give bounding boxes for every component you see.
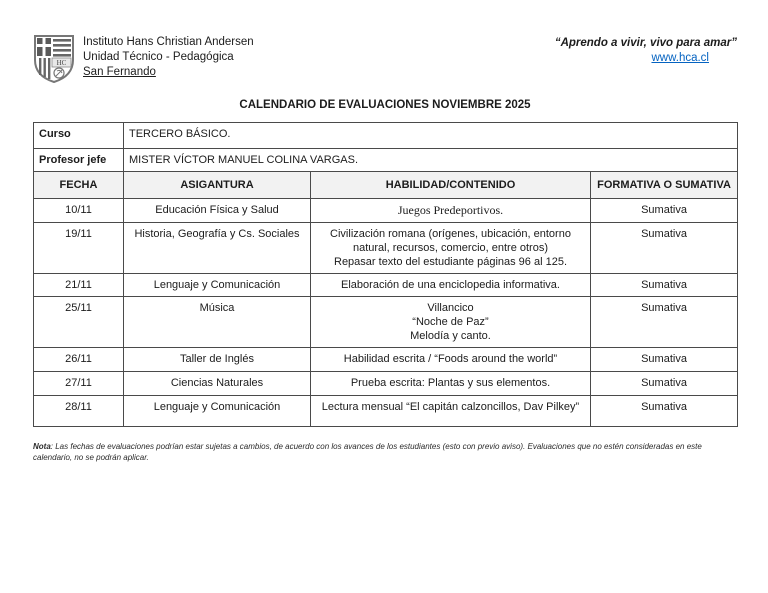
cell-tipo: Sumativa — [591, 199, 738, 223]
cell-asignatura: Historia, Geografía y Cs. Sociales — [124, 223, 311, 274]
column-header-contenido: HABILIDAD/CONTENIDO — [311, 172, 591, 199]
cell-asignatura: Lenguaje y Comunicación — [124, 396, 311, 427]
document-header — [33, 33, 737, 83]
cell-tipo: Sumativa — [591, 396, 738, 427]
column-header-fecha: FECHA — [34, 172, 124, 199]
column-header-asignatura: ASIGANTURA — [124, 172, 311, 199]
cell-tipo: Sumativa — [591, 297, 738, 348]
cell-asignatura: Ciencias Naturales — [124, 372, 311, 396]
contenido-line: “Noche de Paz” — [412, 316, 489, 328]
organization-block — [83, 33, 254, 80]
cell-fecha: 25/11 — [34, 297, 124, 348]
contenido-line: Lectura mensual “El capitán calzoncillos, Dav Pilkey” — [321, 401, 580, 413]
table-row — [34, 297, 738, 348]
cell-asignatura: Educación Física y Salud — [124, 199, 311, 223]
contenido-line: Repasar texto del estudiante páginas 96 al 125. — [334, 256, 567, 268]
cell-asignatura: Música — [124, 297, 311, 348]
table-header-row — [34, 172, 738, 199]
cell-contenido — [311, 372, 591, 396]
svg-text:HC: HC — [56, 59, 67, 67]
cell-tipo: Sumativa — [591, 274, 738, 297]
profesor-value: MISTER VÍCTOR MANUEL COLINA VARGAS. — [124, 149, 738, 172]
contenido-line: Civilización romana (orígenes, ubicación, entorno — [330, 228, 571, 240]
curso-value: TERCERO BÁSICO. — [124, 123, 738, 149]
cell-contenido — [311, 199, 591, 223]
contenido-line: Habilidad escrita / “Foods around the world” — [343, 353, 558, 365]
school-motto: “Aprendo a vivir, vivo para amar” — [554, 37, 737, 49]
table-row — [34, 274, 738, 297]
column-header-tipo: FORMATIVA O SUMATIVA — [591, 172, 738, 199]
school-crest-logo — [33, 33, 75, 83]
cell-asignatura: Taller de Inglés — [124, 348, 311, 372]
cell-tipo: Sumativa — [591, 372, 738, 396]
contenido-line: Villancico — [427, 302, 474, 314]
curso-row — [34, 123, 738, 149]
cell-fecha: 21/11 — [34, 274, 124, 297]
contenido-line: natural, recursos, comercio, entre otros) — [352, 242, 549, 254]
cell-fecha: 26/11 — [34, 348, 124, 372]
cell-contenido — [311, 396, 591, 427]
evaluations-table — [33, 122, 738, 427]
table-row — [34, 372, 738, 396]
cell-fecha: 10/11 — [34, 199, 124, 223]
cell-contenido — [311, 223, 591, 274]
cell-tipo: Sumativa — [591, 348, 738, 372]
cell-tipo: Sumativa — [591, 223, 738, 274]
table-row — [34, 348, 738, 372]
footnote — [33, 441, 737, 463]
profesor-label: Profesor jefe — [34, 149, 124, 172]
cell-fecha: 28/11 — [34, 396, 124, 427]
cell-asignatura: Lenguaje y Comunicación — [124, 274, 311, 297]
cell-fecha: 19/11 — [34, 223, 124, 274]
page-title: CALENDARIO DE EVALUACIONES NOVIEMBRE 2025 — [239, 99, 531, 111]
cell-contenido — [311, 348, 591, 372]
header-right-block — [555, 33, 737, 66]
institute-city: San Fernando — [83, 66, 156, 78]
cell-contenido — [311, 274, 591, 297]
website-link[interactable]: www.hca.cl — [651, 52, 709, 64]
profesor-row — [34, 149, 738, 172]
table-row — [34, 199, 738, 223]
footnote-label: Nota — [33, 442, 51, 451]
contenido-line: Elaboración de una enciclopedia informativa. — [341, 279, 560, 291]
contenido-line: Juegos Predeportivos. — [397, 203, 504, 217]
institute-unit: Unidad Técnico - Pedagógica — [83, 51, 234, 63]
contenido-line: Melodía y canto. — [410, 330, 491, 342]
contenido-line: Prueba escrita: Plantas y sus elementos. — [350, 377, 551, 389]
table-row — [34, 396, 738, 427]
table-row — [34, 223, 738, 274]
cell-contenido — [311, 297, 591, 348]
cell-fecha: 27/11 — [34, 372, 124, 396]
institute-name: Instituto Hans Christian Andersen — [83, 36, 254, 48]
curso-label: Curso — [34, 123, 124, 149]
footnote-text: : Las fechas de evaluaciones podrían estar sujetas a cambios, de acuerdo con los avances de los estudiantes (esto con previo aviso). Evaluaciones que no estén consideradas en este calendario, no se podrán aplicar. — [33, 442, 702, 462]
